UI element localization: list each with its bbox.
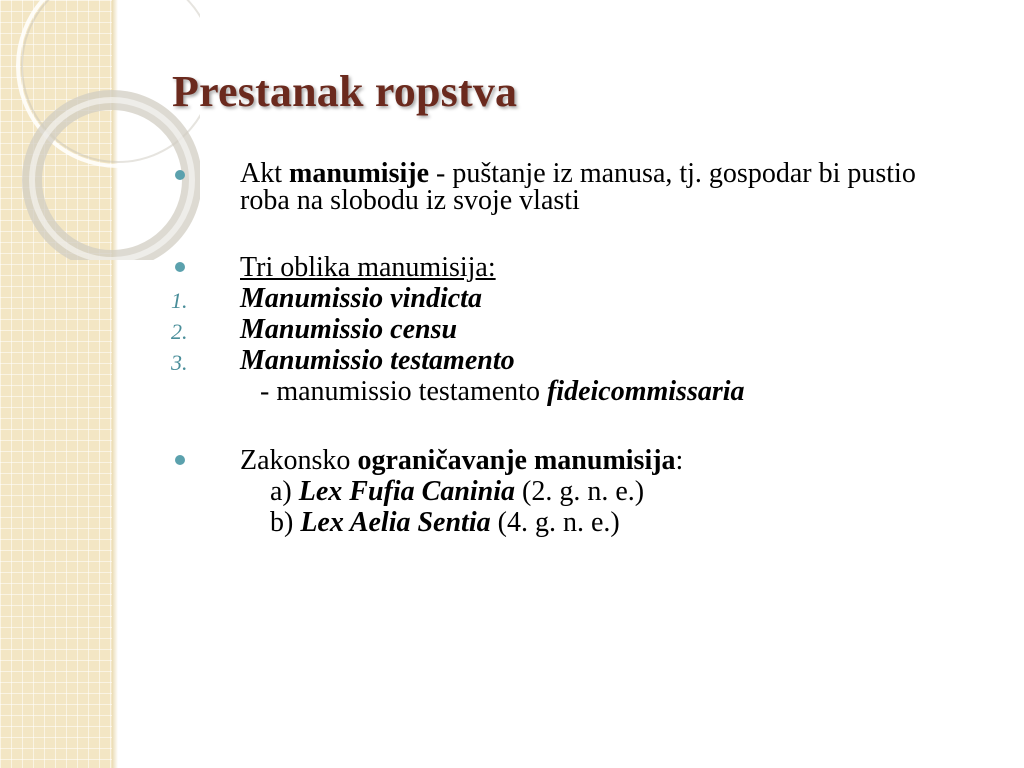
sub-item-prefix: - manumissio testamento <box>260 376 547 407</box>
item3-bold-term: ograničavanje manumisija <box>357 445 676 476</box>
law-item <box>168 476 958 507</box>
numbered-item <box>168 314 958 345</box>
item1-suffix: - puštanje iz manusa, tj. gospodar bi pustio roba na slobodu iz svoje vlasti <box>240 158 916 216</box>
list-number: 2. <box>171 319 188 344</box>
item3-prefix: Zakonsko <box>240 445 358 476</box>
bullet-dot-icon <box>175 455 185 465</box>
sub-item-term: fideicommissaria <box>546 376 745 407</box>
list-number: 1. <box>171 288 188 313</box>
law-letter: b) <box>270 507 301 538</box>
item1-bold-term: manumisije <box>289 158 429 189</box>
law-item <box>168 507 958 538</box>
form-name: Manumissio vindicta <box>240 283 482 314</box>
bullet-item-restriction <box>168 445 958 476</box>
form-name: Manumissio testamento <box>240 345 515 376</box>
forms-heading: Tri oblika manumisija: <box>240 252 496 283</box>
bullet-dot-icon <box>175 262 185 272</box>
law-date: (4. g. n. e.) <box>490 507 620 538</box>
law-date: (2. g. n. e.) <box>515 476 645 507</box>
sub-item-fideicommissaria <box>168 376 958 407</box>
law-letter: a) <box>270 476 299 507</box>
bullet-item-forms <box>168 252 958 283</box>
item3-suffix: : <box>675 445 684 476</box>
numbered-item <box>168 345 958 376</box>
numbered-item <box>168 283 958 314</box>
bullet-dot-icon <box>175 170 185 180</box>
bullet-item-manumission <box>168 160 958 214</box>
law-name: Lex Aelia Sentia <box>300 507 491 538</box>
slide-content <box>168 160 958 538</box>
form-name: Manumissio censu <box>240 314 458 345</box>
list-number: 3. <box>171 350 188 375</box>
slide-title: Prestanak ropstva <box>172 67 518 116</box>
law-name: Lex Fufia Caninia <box>298 476 516 507</box>
item1-prefix: Akt <box>240 158 289 189</box>
